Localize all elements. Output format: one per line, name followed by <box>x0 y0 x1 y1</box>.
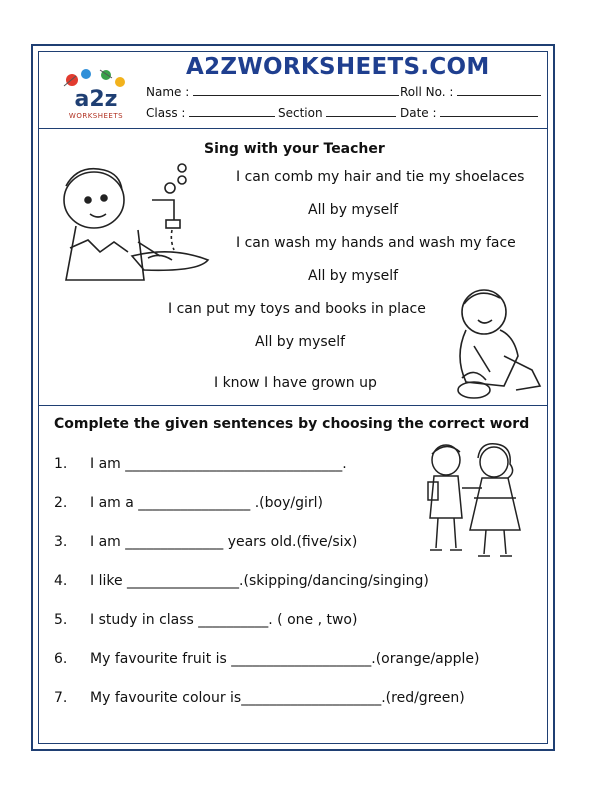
question-number: 6. <box>54 651 68 667</box>
question-number: 3. <box>54 534 68 550</box>
section-label: Section <box>278 106 323 120</box>
poem-line: I can wash my hands and wash my face <box>236 235 516 251</box>
poem-line: I can put my toys and books in place <box>168 301 426 317</box>
name-blank[interactable] <box>193 85 399 96</box>
question-text: I am a ________________ .(boy/girl) <box>90 495 323 511</box>
header-divider <box>38 128 548 129</box>
date-label: Date : <box>400 106 437 120</box>
question-text: I study in class __________. ( one , two) <box>90 612 358 628</box>
section-divider <box>38 405 548 406</box>
poem-line: I can comb my hair and tie my shoelaces <box>236 169 525 185</box>
a2z-logo <box>56 64 136 120</box>
question-text: My favourite fruit is ____________________.(orange/apple) <box>90 651 480 667</box>
question-number: 1. <box>54 456 68 472</box>
class-field <box>146 106 275 120</box>
roll-blank[interactable] <box>457 85 541 96</box>
poem-line: All by myself <box>308 202 399 218</box>
class-label: Class : <box>146 106 186 120</box>
section-blank[interactable] <box>326 106 396 117</box>
question-number: 5. <box>54 612 68 628</box>
date-blank[interactable] <box>440 106 538 117</box>
two-children-illustration <box>416 438 530 568</box>
class-blank[interactable] <box>189 106 275 117</box>
roll-field <box>400 85 541 99</box>
name-field <box>146 85 399 99</box>
poem-title: Sing with your Teacher <box>204 141 385 157</box>
section-field <box>278 106 396 120</box>
date-field <box>400 106 538 120</box>
site-title: A2ZWORKSHEETS.COM <box>186 54 490 80</box>
logo-text: a2z <box>74 87 118 112</box>
question-text: I am ______________ years old.(five/six) <box>90 534 358 550</box>
poem-line: All by myself <box>308 268 399 284</box>
question-text: I like ________________.(skipping/dancing/singing) <box>90 573 429 589</box>
question-number: 4. <box>54 573 68 589</box>
roll-label: Roll No. : <box>400 85 454 99</box>
question-text: I am _______________________________. <box>90 456 347 472</box>
poem-line: I know I have grown up <box>214 375 377 391</box>
name-label: Name : <box>146 85 190 99</box>
question-number: 2. <box>54 495 68 511</box>
logo-subtext: WORKSHEETS <box>68 112 124 120</box>
poem-line: All by myself <box>255 334 346 350</box>
exercise-instruction: Complete the given sentences by choosing the correct word <box>54 416 530 432</box>
boy-tying-shoes-illustration <box>444 286 548 404</box>
boy-washing-hands-illustration <box>48 160 214 292</box>
question-text: My favourite colour is____________________.(red/green) <box>90 690 465 706</box>
question-number: 7. <box>54 690 68 706</box>
